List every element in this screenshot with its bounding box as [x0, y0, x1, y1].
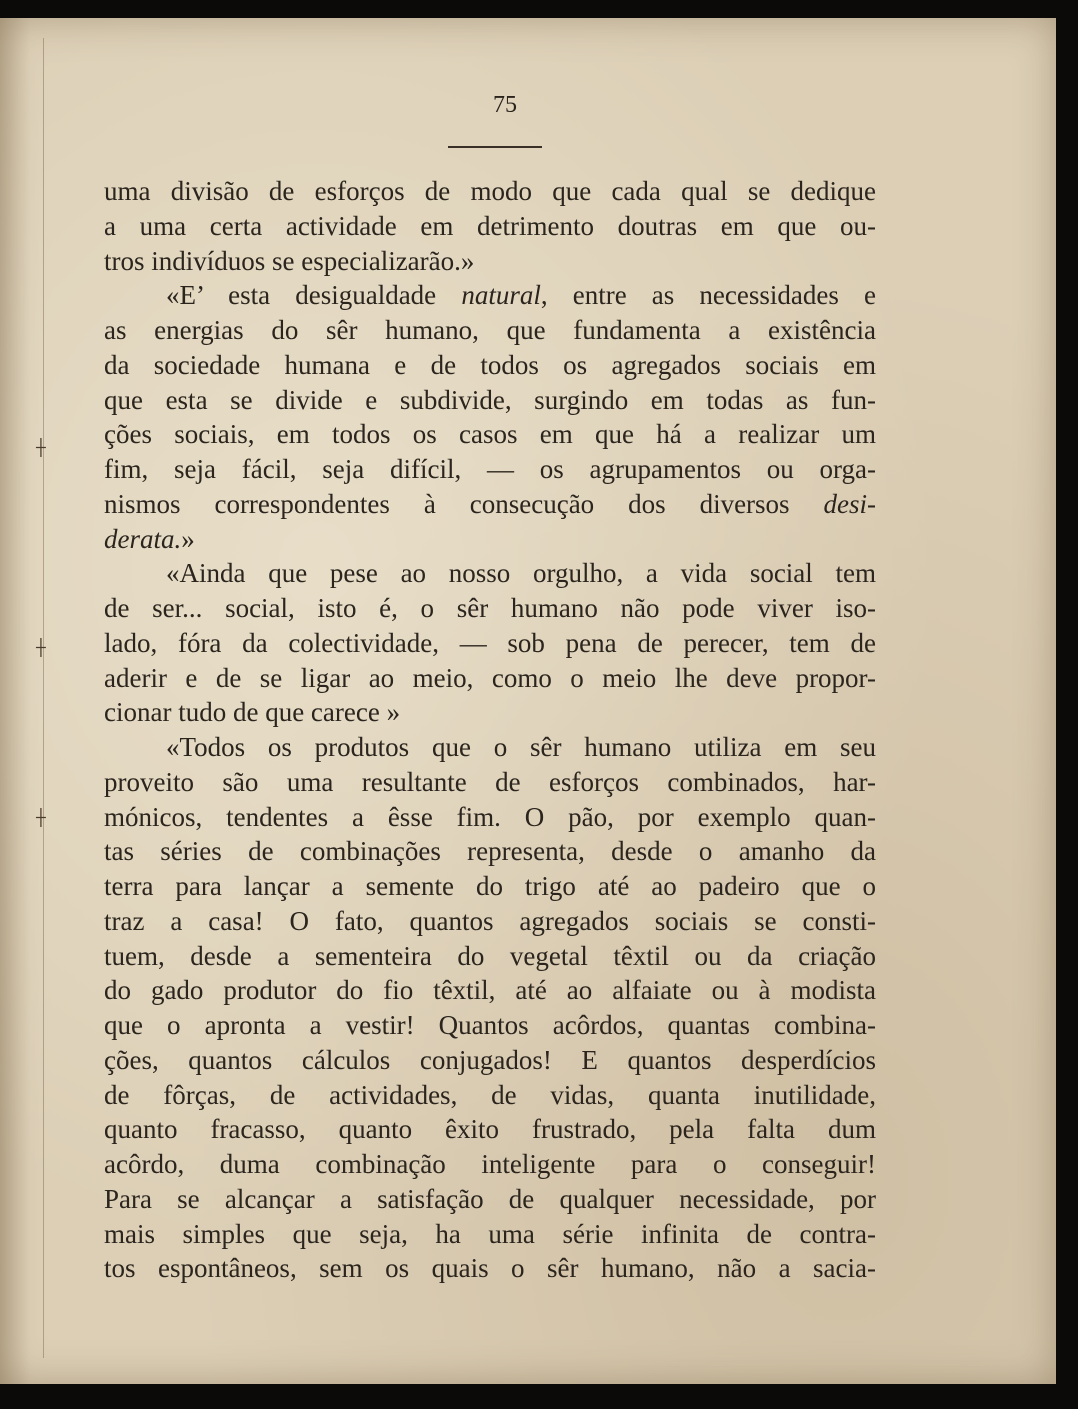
text-line: terra para lançar a semente do trigo até ao padeiro que o — [104, 871, 876, 901]
text-line: que esta se divide e subdivide, surgindo em todas as fun- — [104, 384, 876, 415]
page-number: 75 — [493, 92, 517, 118]
text-line: mais simples que seja, ha uma série infinita de contra- — [104, 1218, 876, 1249]
text-line: ções sociais, em todos os casos em que há a realizar um — [104, 419, 876, 450]
text-line: derata.» — [104, 523, 195, 554]
text-line: «Ainda que pese ao nosso orgulho, a vida social tem — [166, 558, 876, 589]
binding-fold-line — [43, 38, 44, 1358]
text-line: ções, quantos cálculos conjugados! E quantos desperdícios — [104, 1044, 876, 1075]
body-text — [104, 174, 876, 1286]
text-line: «E’ esta desigualdade natural, entre as necessidades e — [166, 280, 876, 311]
text-line: de ser... social, isto é, o sêr humano não pode viver iso- — [104, 593, 876, 623]
binding-stitch-mark: ┼ — [36, 808, 46, 827]
text-line: que o apronta a vestir! Quantos acôrdos, quantas combina- — [104, 1010, 876, 1040]
text-line: acôrdo, duma combinação inteligente para o conseguir! — [104, 1149, 876, 1179]
page-number-rule — [448, 146, 542, 148]
text-line: nismos correspondentes à consecução dos diversos desi- — [104, 488, 876, 519]
text-line: «Todos os produtos que o sêr humano utiliza em seu — [166, 732, 876, 762]
text-line: proveito são uma resultante de esforços combinados, har- — [104, 766, 876, 797]
text-line: tas séries de combinações representa, desde o amanho da — [104, 836, 876, 867]
text-line: a uma certa actividade em detrimento doutras em que ou- — [104, 210, 876, 241]
text-line: da sociedade humana e de todos os agregados sociais em — [104, 349, 876, 380]
text-line: quanto fracasso, quanto êxito frustrado, pela falta dum — [104, 1114, 876, 1145]
italic-word: natural — [461, 280, 541, 311]
text-line: Para se alcançar a satisfação de qualquer necessidade, por — [104, 1183, 876, 1214]
text-line: traz a casa! O fato, quantos agregados sociais se consti- — [104, 905, 876, 936]
text-line: tos espontâneos, sem os quais o sêr humano, não a sacia- — [104, 1253, 876, 1284]
binding-stitch-mark: ┼ — [36, 438, 46, 457]
italic-word: derata. — [104, 523, 182, 554]
text-line: lado, fóra da colectividade, — sob pena de perecer, tem de — [104, 627, 876, 658]
text-line: as energias do sêr humano, que fundamenta a existência — [104, 315, 876, 345]
book-page — [0, 18, 1056, 1384]
binding-stitch-mark: ┼ — [36, 638, 46, 657]
text-line: aderir e de se ligar ao meio, como o meio lhe deve propor- — [104, 662, 876, 693]
text-line: cionar tudo de que carece » — [104, 697, 401, 728]
text-line: fim, seja fácil, seja difícil, — os agrupamentos ou orga- — [104, 454, 876, 484]
text-line: tros indivíduos se especializarão.» — [104, 245, 475, 276]
text-line: tuem, desde a sementeira do vegetal têxtil ou da criação — [104, 940, 876, 971]
text-line: uma divisão de esforços de modo que cada qual se dedique — [104, 176, 876, 206]
italic-word: desi- — [823, 488, 876, 519]
text-line: do gado produtor do fio têxtil, até ao alfaiate ou à modista — [104, 975, 876, 1006]
text-line: de fôrças, de actividades, de vidas, quanta inutilidade, — [104, 1079, 876, 1110]
text-line: mónicos, tendentes a êsse fim. O pão, por exemplo quan- — [104, 801, 876, 832]
